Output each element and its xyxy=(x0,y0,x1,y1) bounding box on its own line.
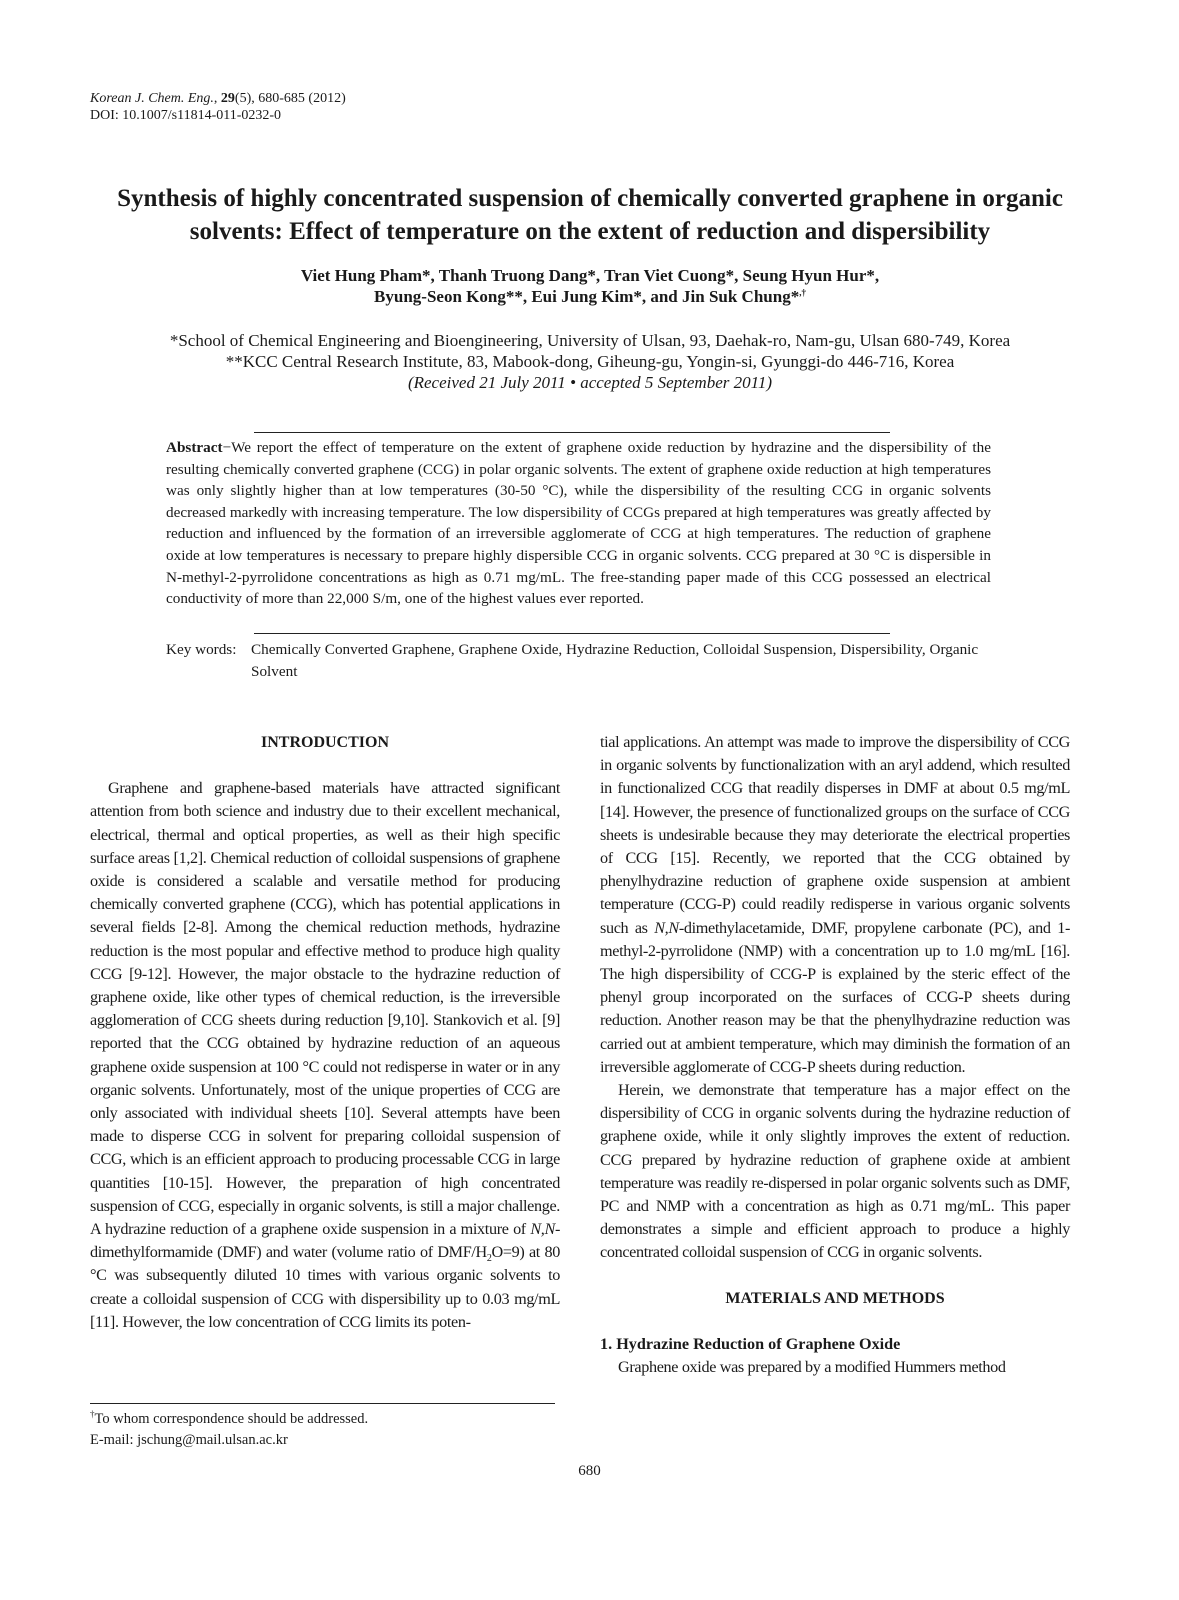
received-dates xyxy=(60,372,1120,393)
affiliations xyxy=(60,330,1120,393)
intro-cont-part-b: -dimethylacetamide, DMF, propylene carbonate (PC), and 1-methyl-2-pyrrolidone (NMP) with a concentration up to 1.0 mg/mL [16]. The high dispersibility of CCG-P is explained by the steric effect of the phenyl group incorporated on the surfaces of CCG-P sheets during reduction. Another reason may be that the phenylhydrazine reduction was carried out at ambient temperature, which may diminish the formation of an irreversible agglomerate of CCG-P sheets during reduction. xyxy=(600,918,1070,1076)
introduction-heading: INTRODUCTION xyxy=(260,734,389,751)
footnote-line-1 xyxy=(90,1409,368,1430)
keywords xyxy=(166,639,991,682)
keywords-text: Chemically Converted Graphene, Graphene Oxide, Hydrazine Reduction, Colloidal Suspension, Dispersibility, Organic Solvent xyxy=(251,641,979,680)
abstract xyxy=(166,437,991,610)
intro-paragraph-1 xyxy=(90,777,560,1334)
journal-doi: DOI: 10.1007/s11814-011-0232-0 xyxy=(90,108,282,123)
methods-paragraph-1: Graphene oxide was prepared by a modified Hummers method xyxy=(618,1358,1006,1377)
abstract-bottom-rule xyxy=(254,633,890,634)
footnote-mark: † xyxy=(90,1409,95,1420)
affiliation-1: *School of Chemical Engineering and Bioengineering, University of Ulsan, 93, Daehak-ro, Nam-gu, Ulsan 680-749, Korea xyxy=(169,331,1011,350)
right-column xyxy=(600,731,1070,1379)
abstract-top-rule xyxy=(254,432,890,433)
author-list xyxy=(60,265,1120,307)
intro-cont-part-a: tial applications. An attempt was made to improve the dispersibility of CCG in organic solvents by functionalization with an aryl addend, which resulted in functionalized CCG that readily disperses in DMF at about 0.5 mg/mL [14]. However, the presence of functionalized groups on the surface of CCG sheets is undesirable because they may deteriorate the electrical properties of CCG [15]. Recently, we reported that the CCG obtained by phenylhydrazine reduction of graphene oxide suspension at ambient temperature (CCG-P) could readily redisperse in various organic solvents such as xyxy=(600,733,1070,937)
footnote-rule xyxy=(90,1403,555,1404)
page-number: 680 xyxy=(578,1463,601,1479)
intro-paragraph-1-continued xyxy=(600,731,1070,1079)
intro-p1-part-b: -dimethylformamide (DMF) and water (volume ratio of DMF/H xyxy=(90,1220,560,1262)
intro-p1-italic: N,N xyxy=(530,1220,555,1239)
footnote xyxy=(90,1409,368,1451)
abstract-label: Abstract xyxy=(166,439,223,456)
intro-p1-subscript: 2 xyxy=(486,1253,492,1265)
affiliation-2: **KCC Central Research Institute, 83, Mabook-dong, Giheung-gu, Yongin-si, Gyunggi-do 446-716, Korea xyxy=(225,352,955,371)
keywords-label: Key words: xyxy=(166,641,237,658)
article-title xyxy=(60,182,1120,248)
journal-issue-pages: (5), 680-685 (2012) xyxy=(234,91,346,106)
left-column xyxy=(90,731,560,1334)
corresponding-mark: ,† xyxy=(799,287,806,298)
title-line-1: Synthesis of highly concentrated suspension of chemically converted graphene in organic xyxy=(117,185,1063,212)
authors-line-1: Viet Hung Pham*, Thanh Truong Dang*, Tran Viet Cuong*, Seung Hyun Hur*, xyxy=(300,266,880,285)
authors-line-2-text: Byung-Seon Kong**, Eui Jung Kim*, and Jin Suk Chung* xyxy=(374,287,800,306)
intro-cont-italic: N,N xyxy=(654,918,679,937)
methods-heading: MATERIALS AND METHODS xyxy=(725,1289,945,1307)
intro-p1-part-c: O=9) at 80 °C was subsequently diluted 10 times with various organic solvents to create a colloidal suspension of CCG with dispersibility up to 0.03 mg/mL [11]. However, the low concentration of CCG limits its poten- xyxy=(90,1243,560,1331)
authors-line-2 xyxy=(60,286,1120,307)
journal-citation: Korean J. Chem. Eng., 29(5), 680-685 (2012) xyxy=(90,91,346,106)
journal-header xyxy=(90,90,346,124)
footnote-text: To whom correspondence should be addressed. xyxy=(94,1411,369,1427)
intro-paragraph-2: Herein, we demonstrate that temperature has a major effect on the dispersibility of CCG in organic solvents during the hydrazine reduction of graphene oxide, while it only slightly improves the extent of reduction. CCG prepared by hydrazine reduction of graphene oxide at ambient temperature was readily re-dispersed in polar organic solvents such as DMF, PC and NMP with a concentration as high as 0.71 mg/mL. This paper demonstrates a simple and efficient approach to produce a highly concentrated colloidal suspension of CCG in organic solvents. xyxy=(600,1081,1070,1262)
abstract-text: We report the effect of temperature on the extent of graphene oxide reduction by hydrazine and the dispersibility of the resulting chemically converted graphene (CCG) in polar organic solvents. The extent of graphene oxide reduction at high temperatures was only slightly higher than at low temperatures (30-50 °C), while the dispersibility of the resulting CCG in organic solvents decreased markedly with increasing temperature. The low dispersibility of CCGs prepared at high temperatures was greatly affected by reduction and influenced by the formation of an irreversible agglomerate of CCG at high temperatures. The reduction of graphene oxide at low temperatures is necessary to prepare highly dispersible CCG in organic solvents. CCG prepared at 30 °C is dispersible in N-methyl-2-pyrrolidone concentrations as high as 0.71 mg/mL. The free-standing paper made of this CCG possessed an electrical conductivity of more than 22,000 S/m, one of the highest values ever reported. xyxy=(166,439,991,608)
journal-volume: 29 xyxy=(220,91,235,106)
title-line-2: solvents: Effect of temperature on the extent of reduction and dispersibility xyxy=(189,218,991,245)
methods-subheading: 1. Hydrazine Reduction of Graphene Oxide xyxy=(600,1334,901,1353)
intro-p1-part-a: Graphene and graphene-based materials have attracted significant attention from both science and industry due to their excellent mechanical, electrical, thermal and optical properties, as well as their high specific surface areas [1,2]. Chemical reduction of colloidal suspensions of graphene oxide is considered a scalable and versatile method for producing chemically converted graphene (CCG), which has potential applications in several fields [2-8]. Among the chemical reduction methods, hydrazine reduction is the most popular and effective method to produce high quality CCG [9-12]. However, the major obstacle to the hydrazine reduction of graphene oxide, like other types of chemical reduction, is the irreversible agglomeration of CCG sheets during reduction [9,10]. Stankovich et al. [9] reported that the CCG obtained by hydrazine reduction of an aqueous graphene oxide suspension at 100 °C could not redisperse in water or in any organic solvents. Unfortunately, most of the unique properties of CCG are only associated with individual sheets [10]. Several attempts have been made to disperse CCG in solvent for preparing colloidal suspension of CCG, which is an efficient approach to producing processable CCG in large quantities [10-15]. However, the preparation of high concentrated suspension of CCG, especially in organic solvents, is still a major challenge. A hydrazine reduction of a graphene oxide suspension in a mixture of xyxy=(90,779,560,1239)
received-text: (Received 21 July 2011 • accepted 5 September 2011) xyxy=(407,373,773,392)
journal-name: Korean J. Chem. Eng. xyxy=(90,91,214,106)
abstract-dash: − xyxy=(222,439,232,456)
footnote-email: E-mail: jschung@mail.ulsan.ac.kr xyxy=(90,1432,288,1448)
